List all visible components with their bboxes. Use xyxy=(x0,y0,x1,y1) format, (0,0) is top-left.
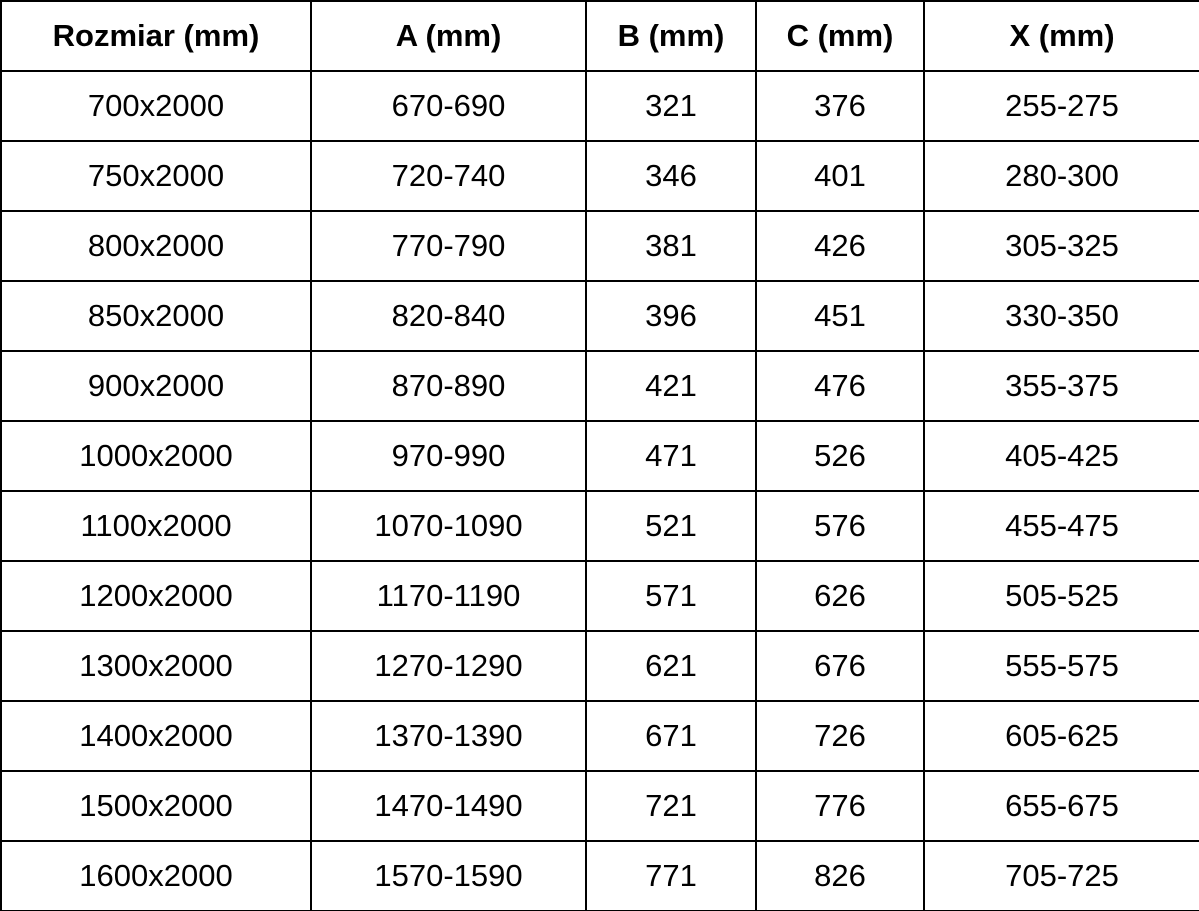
table-cell: 1400x2000 xyxy=(1,701,311,771)
table-cell: 800x2000 xyxy=(1,211,311,281)
table-cell: 426 xyxy=(756,211,924,281)
table-cell: 555-575 xyxy=(924,631,1199,701)
table-cell: 676 xyxy=(756,631,924,701)
column-header: A (mm) xyxy=(311,1,586,71)
table-cell: 626 xyxy=(756,561,924,631)
table-cell: 255-275 xyxy=(924,71,1199,141)
table-row xyxy=(1,701,1199,771)
table-cell: 726 xyxy=(756,701,924,771)
column-header: Rozmiar (mm) xyxy=(1,1,311,71)
table-row xyxy=(1,771,1199,841)
table-cell: 505-525 xyxy=(924,561,1199,631)
table-cell: 376 xyxy=(756,71,924,141)
table-cell: 405-425 xyxy=(924,421,1199,491)
table-cell: 1000x2000 xyxy=(1,421,311,491)
table-cell: 826 xyxy=(756,841,924,911)
header-row xyxy=(1,1,1199,71)
table-cell: 330-350 xyxy=(924,281,1199,351)
table-cell: 1170-1190 xyxy=(311,561,586,631)
table-row xyxy=(1,71,1199,141)
table-cell: 870-890 xyxy=(311,351,586,421)
table-cell: 305-325 xyxy=(924,211,1199,281)
table-cell: 396 xyxy=(586,281,756,351)
table-cell: 1500x2000 xyxy=(1,771,311,841)
table-cell: 970-990 xyxy=(311,421,586,491)
table-cell: 526 xyxy=(756,421,924,491)
table-header xyxy=(1,1,1199,71)
table-cell: 771 xyxy=(586,841,756,911)
table-cell: 576 xyxy=(756,491,924,561)
table-cell: 280-300 xyxy=(924,141,1199,211)
table-cell: 1570-1590 xyxy=(311,841,586,911)
table-cell: 721 xyxy=(586,771,756,841)
table-cell: 670-690 xyxy=(311,71,586,141)
table-cell: 1470-1490 xyxy=(311,771,586,841)
table-row xyxy=(1,351,1199,421)
column-header: C (mm) xyxy=(756,1,924,71)
table-cell: 1270-1290 xyxy=(311,631,586,701)
column-header: X (mm) xyxy=(924,1,1199,71)
table-cell: 455-475 xyxy=(924,491,1199,561)
table-cell: 451 xyxy=(756,281,924,351)
column-header: B (mm) xyxy=(586,1,756,71)
table-cell: 476 xyxy=(756,351,924,421)
table-row xyxy=(1,141,1199,211)
table-row xyxy=(1,211,1199,281)
table-cell: 705-725 xyxy=(924,841,1199,911)
table-row xyxy=(1,281,1199,351)
table-cell: 1070-1090 xyxy=(311,491,586,561)
table-cell: 605-625 xyxy=(924,701,1199,771)
table-cell: 381 xyxy=(586,211,756,281)
table-cell: 900x2000 xyxy=(1,351,311,421)
table-cell: 355-375 xyxy=(924,351,1199,421)
table-cell: 850x2000 xyxy=(1,281,311,351)
table-body xyxy=(1,71,1199,911)
table-cell: 776 xyxy=(756,771,924,841)
table-cell: 720-740 xyxy=(311,141,586,211)
table-cell: 471 xyxy=(586,421,756,491)
table-cell: 621 xyxy=(586,631,756,701)
table-row xyxy=(1,491,1199,561)
table-row xyxy=(1,561,1199,631)
table-row xyxy=(1,841,1199,911)
table-cell: 1200x2000 xyxy=(1,561,311,631)
table-cell: 571 xyxy=(586,561,756,631)
table-cell: 671 xyxy=(586,701,756,771)
table-cell: 1600x2000 xyxy=(1,841,311,911)
table-cell: 1100x2000 xyxy=(1,491,311,561)
table-cell: 770-790 xyxy=(311,211,586,281)
table-cell: 421 xyxy=(586,351,756,421)
table-cell: 655-675 xyxy=(924,771,1199,841)
table-row xyxy=(1,421,1199,491)
table-row xyxy=(1,631,1199,701)
table-cell: 521 xyxy=(586,491,756,561)
table-cell: 1370-1390 xyxy=(311,701,586,771)
table-cell: 401 xyxy=(756,141,924,211)
table-cell: 750x2000 xyxy=(1,141,311,211)
table-cell: 1300x2000 xyxy=(1,631,311,701)
table-cell: 346 xyxy=(586,141,756,211)
table-cell: 820-840 xyxy=(311,281,586,351)
table-cell: 700x2000 xyxy=(1,71,311,141)
table-cell: 321 xyxy=(586,71,756,141)
